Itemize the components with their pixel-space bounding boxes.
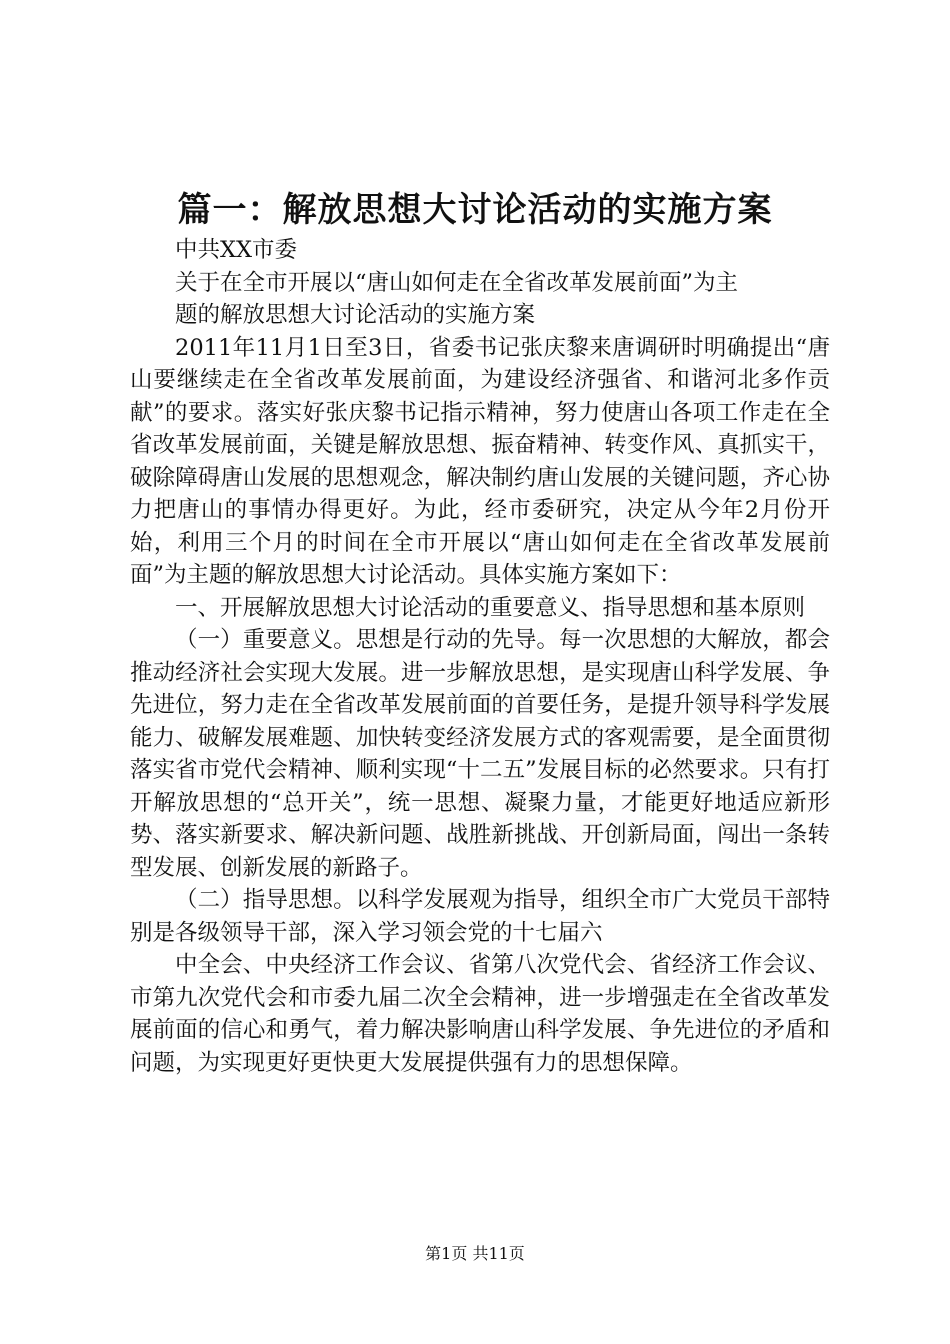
heading-line-1: 关于在全市开展以“唐山如何走在全省改革发展前面”为主	[175, 269, 739, 296]
section-heading-1: 一、开展解放思想大讨论活动的重要意义、指导思想和基本原则	[175, 594, 806, 621]
guiding-ideology-continued: 中全会、中央经济工作会议、省第八次党代会、省经济工作会议、市第九次党代会和市委九届二次全会精神，进一步增强走在全省改革发展前面的信心和勇气，着力解决影响唐山科学发展、争先进位的矛盾和问题，为实现更好更快更大发展提供强有力的思想保障。	[130, 952, 830, 1076]
issuer-line: 中共XX市委	[175, 237, 298, 263]
intro-paragraph: 2011年11月1日至3日，省委书记张庆黎来唐调研时明确提出“唐山要继续走在全省改革发展前面，为建设经济强省、和谐河北多作贡献”的要求。落实好张庆黎书记指示精神，努力使唐山各项工作走在全省改革发展前面，关键是解放思想、振奋精神、转变作风、真抓实干，破除障碍唐山发展的思想观念，解决制约唐山发展的关键问题，齐心协力把唐山的事情办得更好。为此，经市委研究，决定从今年2月份开始，利用三个月的时间在全市开展以“唐山如何走在全省改革发展前面”为主题的解放思想大讨论活动。具体实施方案如下：	[130, 334, 830, 588]
significance-paragraph: （一）重要意义。思想是行动的先导。每一次思想的大解放，都会推动经济社会实现大发展。进一步解放思想，是实现唐山科学发展、争先进位，努力走在全省改革发展前面的首要任务，是提升领导科学发展能力、破解发展难题、加快转变经济发展方式的客观需要，是全面贯彻落实省市党代会精神、顺利实现“十二五”发展目标的必然要求。只有打开解放思想的“总开关”，统一思想、凝聚力量，才能更好地适应新形势、落实新要求、解决新问题、战胜新挑战、开创新局面，闯出一条转型发展、创新发展的新路子。	[130, 627, 830, 881]
document-title: 篇一：解放思想大讨论活动的实施方案	[177, 190, 773, 230]
guiding-ideology-paragraph: （二）指导思想。以科学发展观为指导，组织全市广大党员干部特别是各级领导干部，深入学习领会党的十七届六	[130, 887, 830, 946]
page-footer: 第1页 共11页	[425, 1244, 525, 1263]
heading-line-2: 题的解放思想大讨论活动的实施方案	[175, 302, 536, 328]
document-body	[130, 234, 830, 1079]
